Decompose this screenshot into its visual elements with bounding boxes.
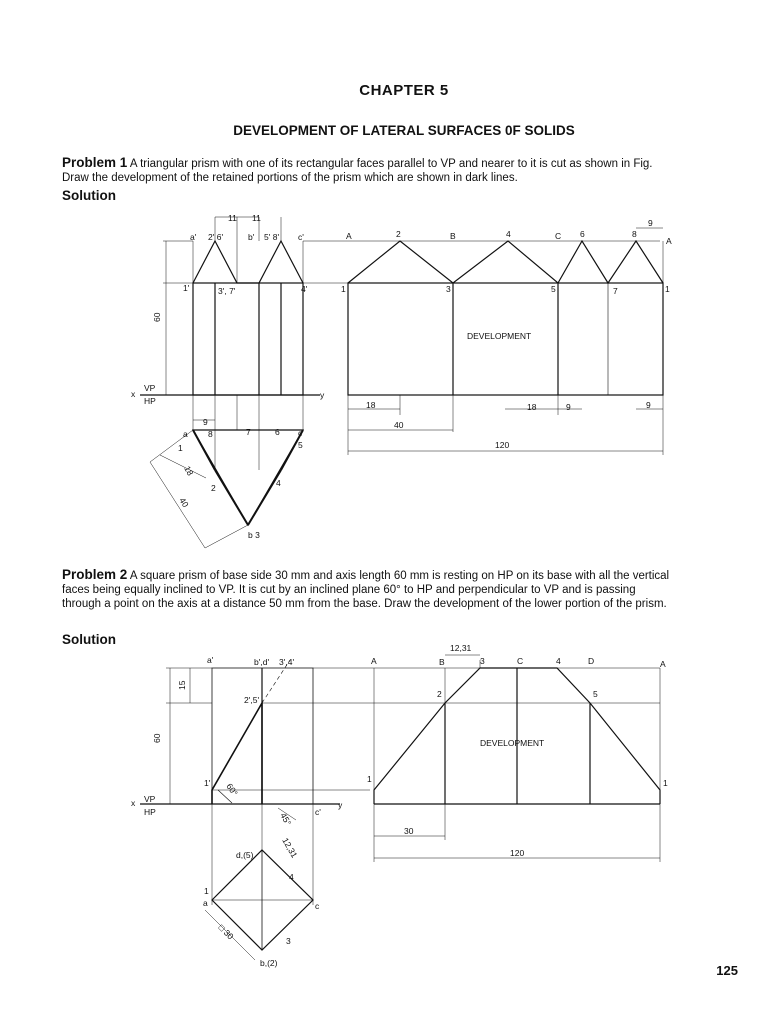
p2-label-3: 3 (286, 936, 291, 946)
p1-dev-8: 8 (632, 229, 637, 239)
p1-top-8: 8 (208, 429, 213, 439)
p2-label-c: c (315, 901, 320, 911)
problem2-line2: faces being equally inclined to VP. It is cut by an inclined plane 60° to HP and perpendicular to VP and is passing (62, 584, 636, 596)
p1-top-7: 7 (246, 427, 251, 437)
p2-dev-1b: 1 (663, 778, 668, 788)
p2-angle-60: 60° (224, 781, 240, 798)
p2-dim-30: 30 (404, 826, 414, 836)
p1-vp: VP (144, 383, 156, 393)
problem2-line3: through a point on the axis at a distance 50 mm from the base. Draw the development of the lower portion of the prism. (62, 598, 667, 610)
p1-dev-6: 6 (580, 229, 585, 239)
p1-top-b3: b 3 (248, 530, 260, 540)
p1-development-label: DEVELOPMENT (467, 331, 532, 341)
p2-label-34: 3',4' (279, 657, 295, 667)
p1-label-37: 3', 7' (218, 286, 236, 296)
problem2-label: Problem 2 (62, 567, 128, 582)
chapter-title: CHAPTER 5 (359, 82, 449, 99)
p1-label-b: b' (248, 232, 255, 242)
p1-top-1: 1 (178, 443, 183, 453)
p1-dev-1: 1 (341, 284, 346, 294)
p1-label-58: 5' 8' (264, 232, 280, 242)
p1-x: x (131, 389, 136, 399)
p1-dev-A2: A (666, 236, 672, 246)
p1-hp: HP (144, 396, 156, 406)
p2-dev-C: C (517, 656, 524, 666)
p2-angle-45: 45° (278, 811, 294, 828)
p1-dev-4: 4 (506, 229, 511, 239)
p1-dim-18b: 18 (527, 402, 537, 412)
p2-dim-15: 15 (177, 680, 187, 690)
p2-dev-1231-top: 12,31 (450, 643, 472, 653)
p2-label-bd: b',d' (254, 657, 270, 667)
p2-label-a-top: a (203, 898, 208, 908)
p2-dim-60: 60 (152, 733, 162, 743)
p1-dev-5: 5 (551, 284, 556, 294)
p2-y: y (338, 800, 343, 810)
p2-label-b2: b,(2) (260, 958, 278, 968)
p1-label-4: 4' (301, 284, 308, 294)
p2-dim-120: 120 (510, 848, 525, 858)
p1-dim-9: 9 (203, 417, 208, 427)
p1-y: y (320, 390, 325, 400)
p1-top-2: 2 (211, 483, 216, 493)
p2-dim-1231: 12,31 (280, 836, 300, 860)
p1-dim-9a: 9 (566, 402, 571, 412)
p1-top-5: 5 (298, 440, 303, 450)
p2-dev-A: A (371, 656, 377, 666)
p2-label-c-prime: c' (315, 807, 321, 817)
problem1-line2: Draw the development of the retained portions of the prism which are shown in dark lines. (62, 172, 518, 184)
p2-dev-2: 2 (437, 689, 442, 699)
p1-top-6: 6 (275, 427, 280, 437)
p1-dim-18a: 18 (366, 400, 376, 410)
page-number: 125 (716, 963, 738, 978)
p1-dim-9b: 9 (646, 400, 651, 410)
problem1-solution-label: Solution (62, 188, 116, 203)
p2-x: x (131, 798, 136, 808)
problem2-line1: A square prism of base side 30 mm and axis length 60 mm is resting on HP on its base with all the vertical (129, 570, 670, 582)
p2-dev-1: 1 (367, 774, 372, 784)
p1-label-a: a' (190, 232, 197, 242)
p1-dev-2: 2 (396, 229, 401, 239)
p1-label-26: 2' 6' (208, 232, 224, 242)
p1-dev-7: 7 (613, 286, 618, 296)
p2-hp: HP (144, 807, 156, 817)
p1-dim-11b: 11 (252, 213, 261, 223)
p2-label-1b: 1 (204, 886, 209, 896)
p2-label-25: 2',5' (244, 695, 260, 705)
p2-label-4: 4 (289, 872, 294, 882)
p2-label-a: a' (207, 655, 214, 665)
p1-dim-11a: 11 (228, 213, 237, 223)
p1-dev-1b: 1 (665, 284, 670, 294)
problem2-solution-label: Solution (62, 632, 116, 647)
p2-dev-4: 4 (556, 656, 561, 666)
p1-dev-9: 9 (648, 218, 653, 228)
p1-dev-3: 3 (446, 284, 451, 294)
p1-label-1: 1' (183, 283, 190, 293)
p1-top-c: c (298, 428, 303, 438)
p2-development-label: DEVELOPMENT (480, 738, 545, 748)
p1-label-c: c' (298, 232, 304, 242)
p2-vp: VP (144, 794, 156, 804)
p1-dim-60: 60 (152, 312, 162, 322)
p1-dev-A: A (346, 231, 352, 241)
p2-label-1: 1' (204, 778, 211, 788)
problem1-line1: A triangular prism with one of its rectangular faces parallel to VP and nearer to it is cut as shown in Fig. (129, 158, 653, 170)
p1-dev-C: C (555, 231, 562, 241)
p1-dim-18: 18 (182, 464, 196, 478)
p2-dev-A2: A (660, 659, 666, 669)
p1-dim-40: 40 (177, 495, 191, 510)
p1-top-4: 4 (276, 478, 281, 488)
p1-dim-120: 120 (495, 440, 510, 450)
p1-dim-40-dev: 40 (394, 420, 404, 430)
p2-dev-5: 5 (593, 689, 598, 699)
section-heading: DEVELOPMENT OF LATERAL SURFACES 0F SOLIDS (233, 123, 575, 138)
p2-dev-D: D (588, 656, 595, 666)
p2-dev-3: 3 (480, 656, 485, 666)
p2-label-d5: d,(5) (236, 850, 254, 860)
p2-dev-B: B (439, 657, 445, 667)
p2-dim-sq30: □ 30 (216, 922, 236, 942)
problem1-label: Problem 1 (62, 155, 128, 170)
p1-dev-B: B (450, 231, 456, 241)
p1-top-a: a (183, 429, 188, 439)
